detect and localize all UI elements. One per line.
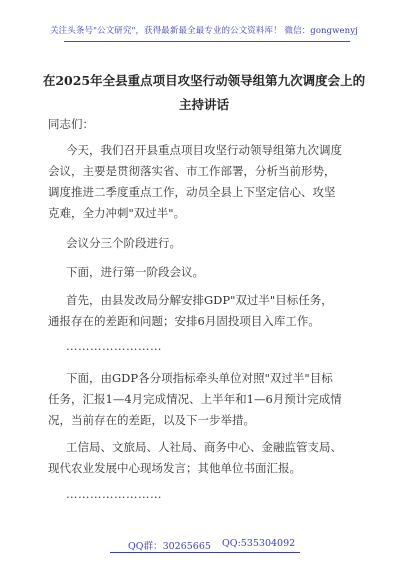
paragraph-2: 会议分三个阶段进行。 [66, 236, 181, 250]
ellipsis-separator-2: …………………… [66, 487, 162, 501]
ellipsis-separator-1: …………………… [66, 339, 162, 353]
paragraph-6-line-1: 工信局、文旅局、人社局、商务中心、金融监管支局、 [66, 440, 342, 454]
paragraph-1-line-2: 会议，主要是贯彻落实省、市工作部署，分析当前形势， [48, 164, 336, 178]
paragraph-6-line-2: 现代农业发展中心现场发言；其他单位书面汇报。 [48, 461, 301, 475]
header-note: 关注头条号"公文研究"，获得最新最全最专业的公文资料库！ 微信：gongwenyj [50, 26, 358, 36]
paragraph-1-line-4: 克难，全力冲刺"双过半"。 [48, 206, 186, 220]
paragraph-5-line-1: 下面，由GDP各分项指标牵头单位对照"双过半"目标 [66, 371, 333, 385]
paragraph-5-line-3: 况，当前存在的差距，以及下一步举措。 [48, 413, 255, 427]
paragraph-1-line-1: 今天，我们召开县重点项目攻坚行动领导组第九次调度 [66, 143, 342, 157]
document-title-line-1: 在2025年全县重点项目攻坚行动领导组第九次调度会上的 [42, 73, 366, 88]
qq-contact-number: QQ:535304092 [222, 538, 296, 549]
header-divider [64, 41, 350, 42]
footer-underline [110, 552, 300, 553]
paragraph-3: 下面，进行第一阶段会议。 [66, 265, 204, 279]
paragraph-4-line-1: 首先，由县发改局分解安排GDP"双过半"目标任务， [66, 293, 333, 307]
salutation: 同志们： [48, 117, 94, 131]
paragraph-4-line-2: 通报存在的差距和问题；安排6月固投项目入库工作。 [48, 314, 320, 328]
paragraph-5-line-2: 任务，汇报1—4月完成情况、上半年和1—6月预计完成情 [48, 392, 342, 406]
qq-group-number: QQ群：30265665 [128, 541, 211, 552]
document-title-line-2: 主持讲话 [178, 97, 229, 112]
paragraph-1-line-3: 调度推进二季度重点工作，动员全县上下坚定信心、攻坚 [48, 185, 336, 199]
